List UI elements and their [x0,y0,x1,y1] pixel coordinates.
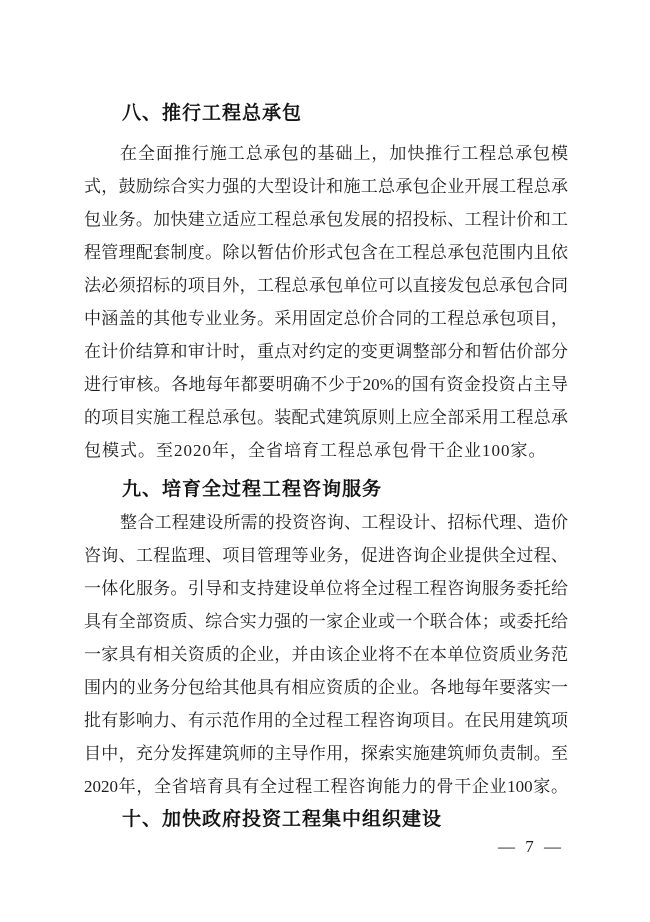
text-line: 具有全部资质、综合实力强的一家企业或一个联合体；或委托给 [84,612,568,631]
text-line: 式，鼓励综合实力强的大型设计和施工总承包企业开展工程总承 [84,177,568,196]
text-line: 2020年，全省培育具有全过程工程咨询能力的骨干企业100家。 [84,777,568,796]
text-line: 包模式。至2020年，全省培育工程总承包骨干企业100家。 [84,441,547,460]
text-line: 在全面推行施工总承包的基础上，加快推行工程总承包模 [120,144,568,163]
text-line: 整合工程建设所需的投资咨询、工程设计、招标代理、造价 [120,513,568,532]
text-line: 中涵盖的其他专业业务。采用固定总价合同的工程总承包项目， [84,309,568,328]
text-line: 法必须招标的项目外，工程总承包单位可以直接发包总承包合同 [84,276,568,295]
text-line: 进行审核。各地每年都要明确不少于20%的国有资金投资占主导 [84,375,568,394]
section-heading-8: 八、推行工程总承包 [122,103,303,124]
text-line: 包业务。加快建立适应工程总承包发展的招投标、工程计价和工 [84,210,568,229]
text-line: 在计价结算和审计时，重点对约定的变更调整部分和暂估价部分 [84,342,568,361]
page-number: — 7 — [498,837,564,856]
section-8-paragraph [84,137,568,467]
text-line: 一家具有相关资质的企业，并由该企业将不在本单位资质业务范 [84,645,568,664]
section-heading-9: 九、培育全过程工程咨询服务 [122,479,383,500]
text-line: 程管理配套制度。除以暂估价形式包含在工程总承包范围内且依 [84,243,568,262]
document-content [84,97,568,836]
text-line: 围内的业务分包给其他具有相应资质的企业。各地每年要落实一 [84,678,568,697]
text-line: 目中，充分发挥建筑师的主导作用，探索实施建筑师负责制。至 [84,744,568,763]
text-line: 的项目实施工程总承包。装配式建筑原则上应全部采用工程总承 [84,408,568,427]
text-line: 批有影响力、有示范作用的全过程工程咨询项目。在民用建筑项 [84,711,568,730]
text-line: 一体化服务。引导和支持建设单位将全过程工程咨询服务委托给 [84,579,568,598]
section-heading-10: 十、加快政府投资工程集中组织建设 [122,809,443,830]
section-9-paragraph [84,506,568,803]
text-line: 咨询、工程监理、项目管理等业务，促进咨询企业提供全过程、 [84,546,568,565]
